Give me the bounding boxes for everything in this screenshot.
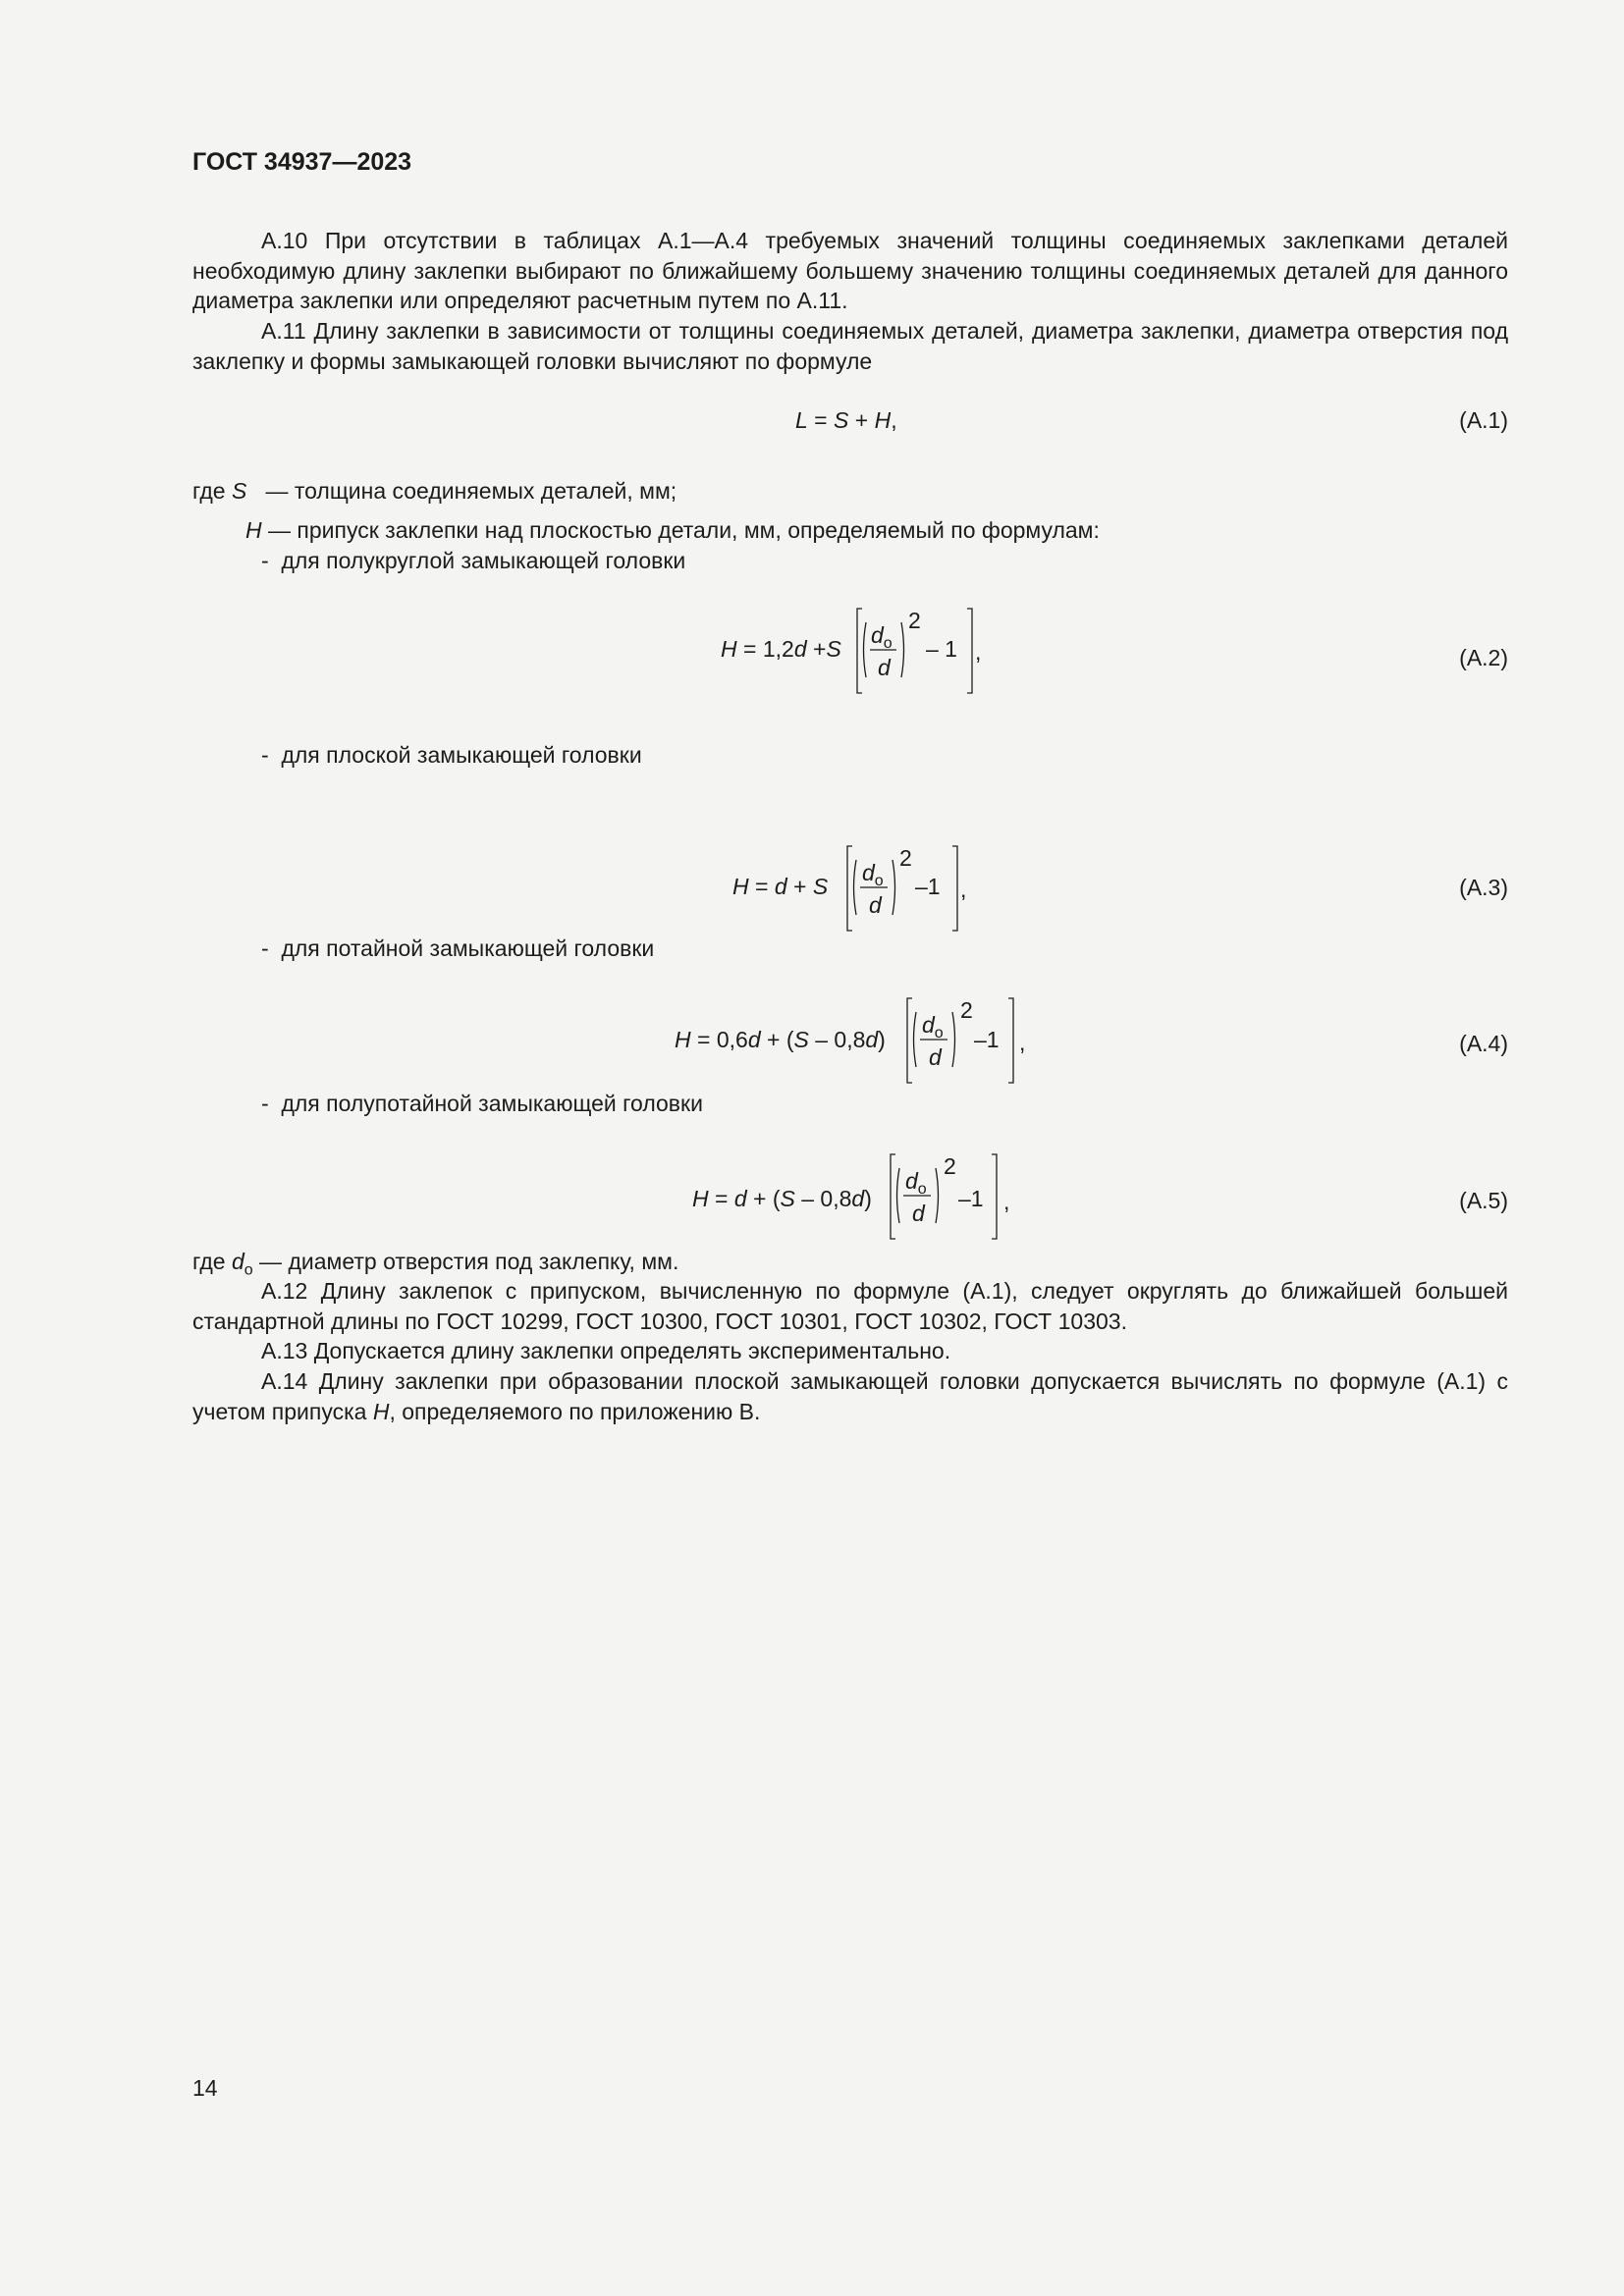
svg-text:H = 0,6d + (S – 0,8d): H = 0,6d + (S – 0,8d) (675, 1027, 886, 1052)
svg-text:,: , (1019, 1030, 1026, 1055)
svg-text:–1: –1 (974, 1027, 1000, 1052)
item-semicountersunk-head: - для полупотайной замыкающей головки (261, 1091, 703, 1116)
item-flat-head: - для плоской замыкающей головки (261, 742, 642, 768)
svg-text:– 1: – 1 (926, 636, 957, 662)
formula-a2 (717, 607, 992, 697)
svg-text:H = d + (S – 0,8d): H = d + (S – 0,8d) (692, 1186, 872, 1211)
svg-text:do: $d_o$ (905, 1168, 927, 1198)
svg-text:2: 2 (908, 608, 921, 633)
paragraph-a11: А.11 Длину заклепки в зависимости от толщины соединяемых деталей, диаметра заклепки, диаметра отверстия под заклепку и формы замыкающей головки вычисляют по формуле (192, 318, 1508, 374)
svg-text:do: $d_o$ (862, 860, 884, 889)
formula-a5 (691, 1152, 1025, 1243)
svg-text:2: 2 (960, 997, 973, 1023)
equation-number-a4: (А.4) (1459, 1031, 1508, 1056)
formula-a3 (731, 844, 986, 934)
page-number: 14 (192, 2075, 218, 2101)
svg-text:,: , (960, 877, 967, 902)
svg-text:d: d (929, 1044, 942, 1070)
svg-text:d: d (869, 892, 882, 918)
svg-text:2: 2 (899, 845, 912, 871)
formula-a4 (674, 996, 1027, 1087)
svg-text:d: d (912, 1201, 925, 1226)
svg-text:H = d + S: H = d + S (732, 874, 829, 899)
svg-text:do: $d_o$ (922, 1012, 944, 1041)
equation-number-a5: (А.5) (1459, 1188, 1508, 1213)
where-h-definition: H — припуск заклепки над плоскостью детали, мм, определяемый по формулам: (245, 517, 1100, 543)
equation-number-a1: (А.1) (1459, 407, 1508, 433)
paragraph-a13: А.13 Допускается длину заклепки определять экспериментально. (261, 1338, 951, 1363)
paragraph-a10: А.10 При отсутствии в таблицах А.1—А.4 требуемых значений толщины соединяемых заклепками деталей необходимую длину заклепки выбирают по ближайшему большему значению толщины соединяемых деталей для данного диаметра заклепки или определяют расчетным путем по А.11. (192, 228, 1508, 313)
svg-text:,: , (975, 639, 982, 665)
paragraph-a12: А.12 Длину заклепок с припуском, вычисленную по формуле (А.1), следует округлять до ближайшей большей стандартной длины по ГОСТ 10299, ГОСТ 10300, ГОСТ 10301, ГОСТ 10302, ГОСТ 10303. (192, 1278, 1508, 1334)
item-semiround-head: - для полукруглой замыкающей головки (261, 548, 686, 573)
equation-number-a2: (А.2) (1459, 645, 1508, 670)
formula-a1: L = S + H, (795, 407, 897, 433)
svg-text:–1: –1 (958, 1186, 984, 1211)
svg-text:,: , (1003, 1189, 1010, 1214)
svg-text:d: d (878, 655, 891, 680)
document-header: ГОСТ 34937—2023 (192, 148, 412, 176)
svg-text:2: 2 (944, 1153, 956, 1179)
svg-text:H = 1,2d +S: H = 1,2d +S (721, 636, 841, 662)
item-countersunk-head: - для потайной замыкающей головки (261, 935, 655, 961)
where-d0-definition: где $d_o$ — диаметр отверстия под заклепку, мм. (192, 1249, 679, 1279)
svg-text:do: $d_o$ (871, 622, 893, 652)
paragraph-a14: А.14 Длину заклепки при образовании плоской замыкающей головки допускается вычислять по формуле (А.1) с учетом припуска H, определяемого по приложению В. (192, 1368, 1508, 1424)
where-s-definition: где S — толщина соединяемых деталей, мм; (192, 478, 677, 504)
equation-number-a3: (А.3) (1459, 875, 1508, 900)
svg-text:–1: –1 (915, 874, 941, 899)
